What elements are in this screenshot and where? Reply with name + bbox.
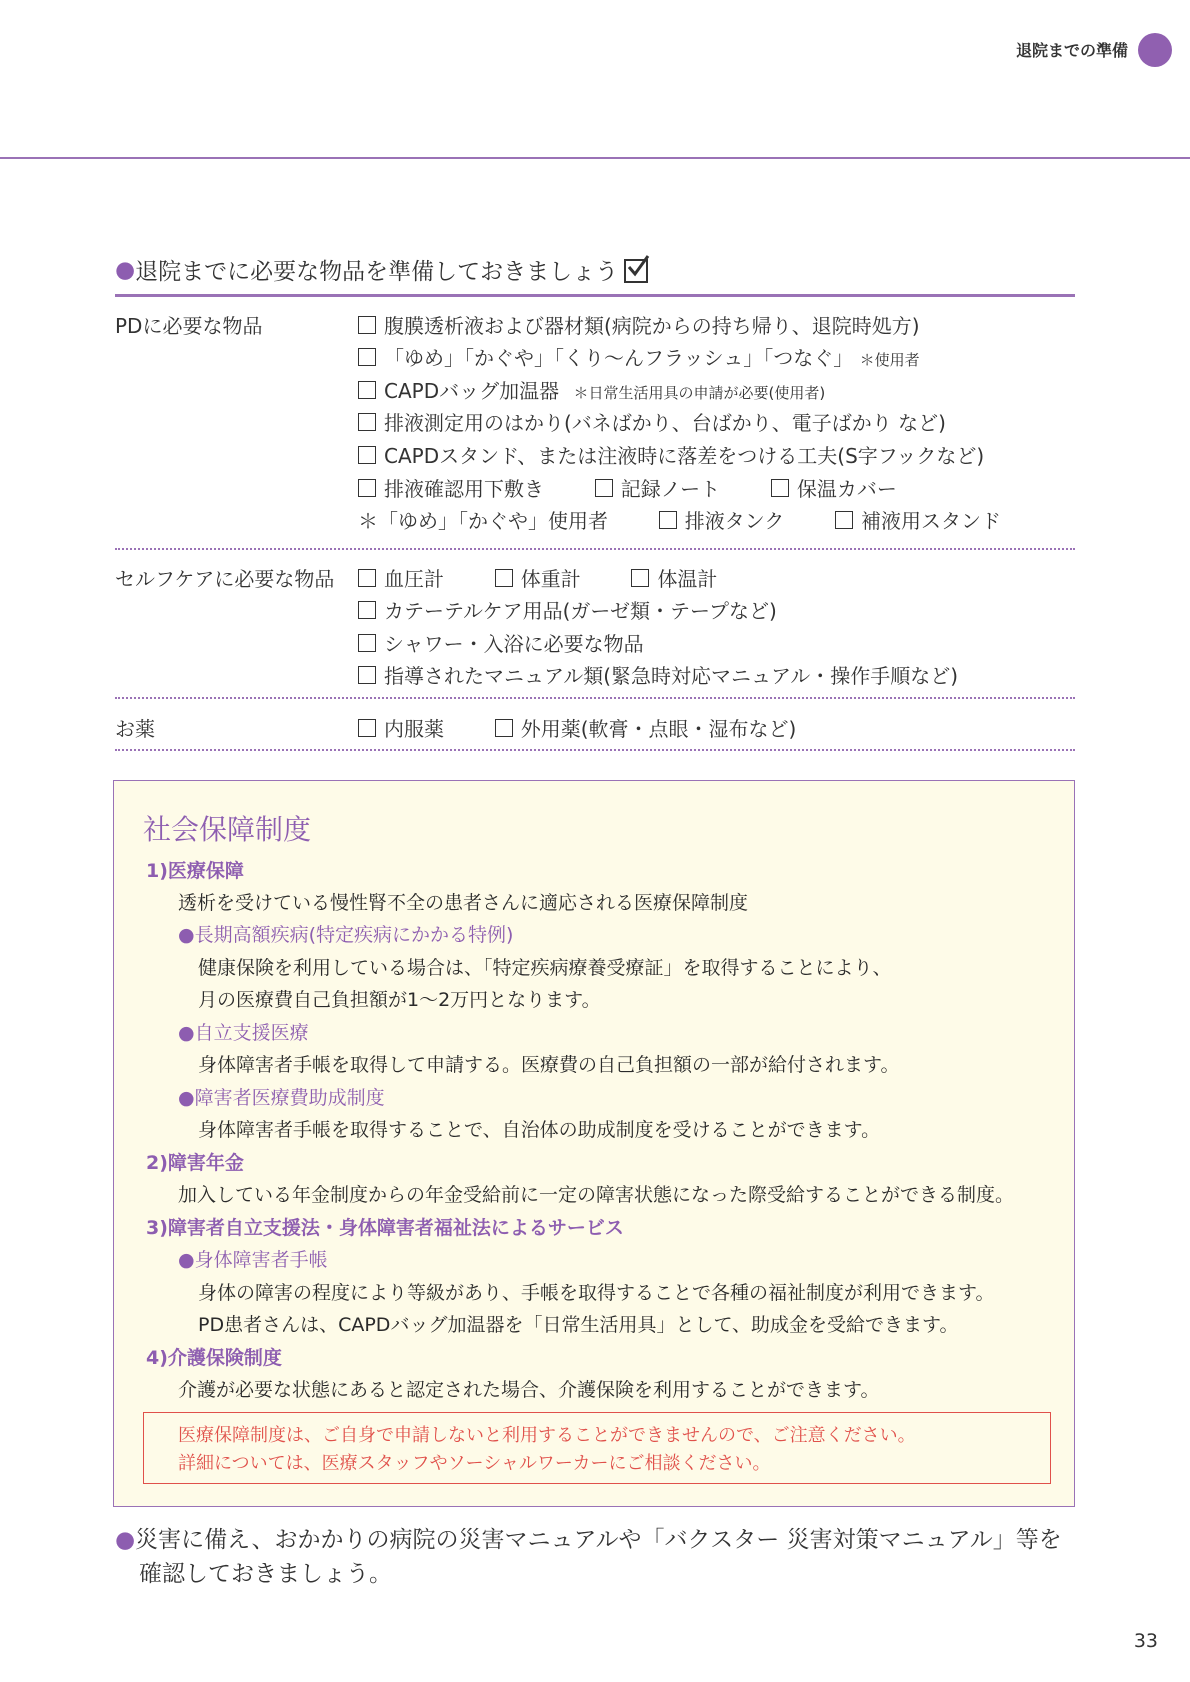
- checklist-row: 内服薬 外用薬(軟膏・点眼・湿布など): [358, 713, 796, 742]
- checkmark-box-icon: [624, 259, 648, 283]
- checkbox-icon[interactable]: [631, 569, 649, 587]
- checklist-item: 「ゆめ」「かぐや」「くり〜んフラッシュ」「つなぐ」 ＊使用者: [358, 342, 920, 371]
- warning-text: 詳細については、医療スタッフやソーシャルワーカーにご相談ください。: [178, 1453, 771, 1474]
- header-divider: [0, 157, 1190, 159]
- page-number: 33: [1133, 1630, 1158, 1652]
- body-text: 加入している年金制度からの年金受給前に一定の障害状態になった際受給することができる制度。: [178, 1184, 1015, 1206]
- checkbox-icon[interactable]: [358, 348, 376, 366]
- section-divider: [115, 697, 1075, 699]
- checklist-item: CAPDスタンド、または注液時に落差をつける工夫(S字フックなど): [358, 440, 984, 469]
- body-text: 身体障害者手帳を取得することで、自治体の助成制度を受けることができます。: [198, 1119, 881, 1141]
- section-heading: 2)障害年金: [146, 1152, 244, 1174]
- section-divider: [115, 749, 1075, 751]
- checkbox-icon[interactable]: [358, 569, 376, 587]
- sub-heading: ●自立支援医療: [178, 1022, 309, 1044]
- body-text: 介護が必要な状態にあると認定された場合、介護保険を利用することができます。: [178, 1379, 880, 1401]
- disaster-note: ●災害に備え、おかかりの病院の災害マニュアルや「バクスター 災害対策マニュアル」等を: [115, 1527, 1062, 1553]
- checklist-item: 指導されたマニュアル類(緊急時対応マニュアル・操作手順など): [358, 660, 958, 689]
- checklist-row: 血圧計 体重計 体温計: [358, 563, 717, 592]
- sub-heading: ●身体障害者手帳: [178, 1249, 328, 1271]
- checklist-item: CAPDバッグ加温器 ＊日常生活用具の申請が必要(使用者): [358, 375, 825, 404]
- body-text: PD患者さんは、CAPDバッグ加温器を「日常生活用具」として、助成金を受給できます。: [198, 1314, 959, 1336]
- category-medicine-label: お薬: [115, 717, 155, 741]
- checkbox-icon[interactable]: [358, 413, 376, 431]
- section-heading: 4)介護保険制度: [146, 1347, 282, 1369]
- checkbox-icon[interactable]: [358, 666, 376, 684]
- checkbox-icon[interactable]: [495, 569, 513, 587]
- checkbox-icon[interactable]: [358, 719, 376, 737]
- checkbox-icon[interactable]: [771, 479, 789, 497]
- checklist-item: カテーテルケア用品(ガーゼ類・テープなど): [358, 595, 777, 624]
- checkbox-icon[interactable]: [358, 316, 376, 334]
- section-title: 退院までの準備: [1015, 41, 1128, 60]
- bullet-icon: ●: [115, 1527, 136, 1553]
- checkbox-icon[interactable]: [495, 719, 513, 737]
- body-text: 身体の障害の程度により等級があり、手帳を取得することで各種の福祉制度が利用できます。: [198, 1282, 995, 1304]
- section-heading: 1)医療保障: [146, 860, 244, 882]
- item-note: ＊日常生活用具の申請が必要(使用者): [573, 384, 826, 402]
- checklist-item: シャワー・入浴に必要な物品: [358, 628, 644, 657]
- checkbox-icon[interactable]: [358, 634, 376, 652]
- checklist-row: 排液確認用下敷き 記録ノート 保温カバー: [358, 473, 897, 502]
- warning-text: 医療保障制度は、ご自身で申請しないと利用することができませんので、ご注意ください。: [178, 1425, 916, 1446]
- body-text: 健康保険を利用している場合は、「特定疾病療養受療証」を取得することにより、: [198, 957, 892, 979]
- section-heading: 3)障害者自立支援法・身体障害者福祉法によるサービス: [146, 1217, 624, 1239]
- item-note: ＊「ゆめ」「かぐや」使用者: [358, 509, 608, 533]
- item-note: ＊使用者: [859, 351, 920, 369]
- prep-heading: [115, 253, 648, 286]
- sub-heading: ●障害者医療費助成制度: [178, 1087, 385, 1109]
- checkbox-icon[interactable]: [358, 446, 376, 464]
- section-divider: [115, 548, 1075, 550]
- checkbox-icon[interactable]: [358, 601, 376, 619]
- checkbox-icon[interactable]: [659, 511, 677, 529]
- prep-heading-text: 退院までに必要な物品を準備しておきましょう: [135, 259, 619, 285]
- checklist-item: 腹膜透析液および器材類(病院からの持ち帰り、退院時処方): [358, 310, 920, 339]
- checklist-item: 排液測定用のはかり(バネばかり、台ばかり、電子ばかり など): [358, 407, 946, 436]
- checkbox-icon[interactable]: [358, 479, 376, 497]
- category-selfcare-label: セルフケアに必要な物品: [115, 567, 335, 591]
- checkbox-icon[interactable]: [595, 479, 613, 497]
- sub-heading: ●長期高額疾病(特定疾病にかかる特例): [178, 924, 514, 946]
- social-security-title: 社会保障制度: [143, 813, 312, 846]
- body-text: 月の医療費自己負担額が1〜2万円となります。: [198, 989, 601, 1011]
- checklist-row: ＊「ゆめ」「かぐや」使用者 排液タンク 補液用スタンド: [358, 509, 1002, 533]
- body-text: 身体障害者手帳を取得して申請する。医療費の自己負担額の一部が給付されます。: [198, 1054, 900, 1076]
- checkbox-icon[interactable]: [835, 511, 853, 529]
- checkbox-icon[interactable]: [358, 381, 376, 399]
- disaster-note-cont: 確認しておきましょう。: [139, 1561, 392, 1587]
- body-text: 透析を受けている慢性腎不全の患者さんに適応される医療保障制度: [178, 892, 749, 914]
- prep-divider: [115, 294, 1075, 297]
- section-marker-dot: [1138, 33, 1172, 67]
- category-pd-label: PDに必要な物品: [115, 314, 263, 338]
- bullet-icon: ●: [115, 256, 136, 283]
